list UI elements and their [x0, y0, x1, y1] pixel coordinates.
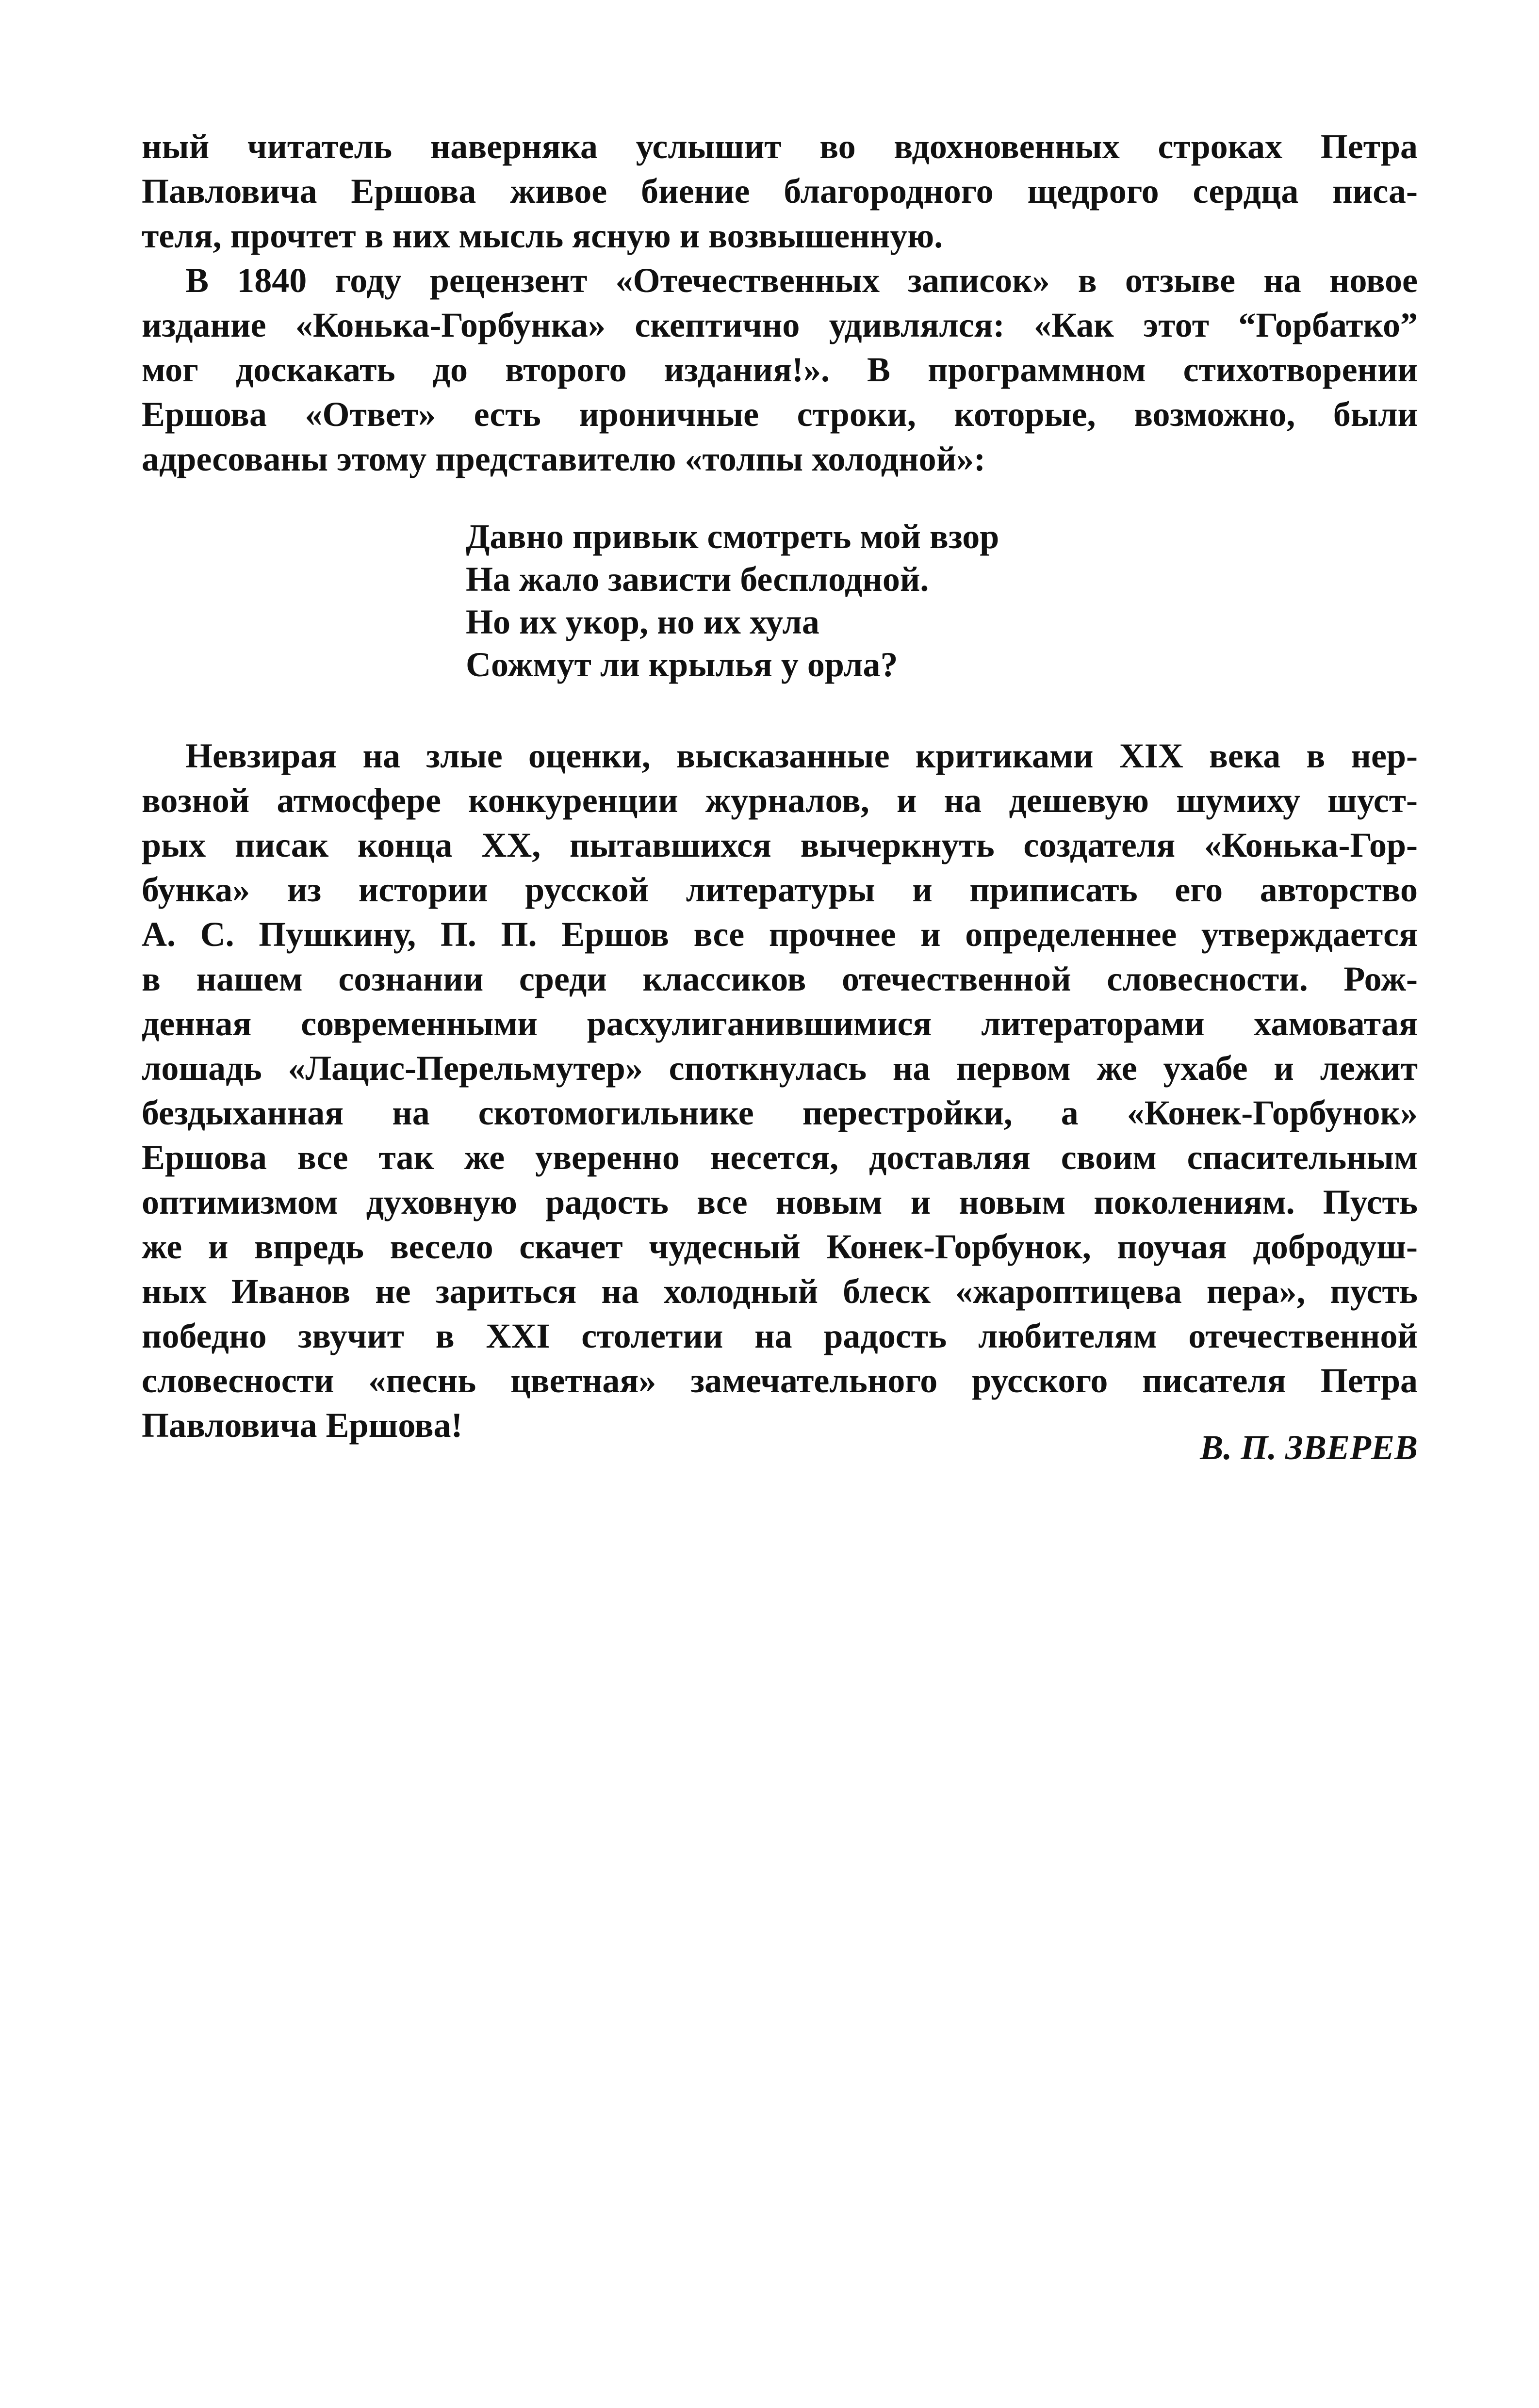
text-line: денная современными расхулиганившимися литераторами хамоватая	[142, 1004, 1418, 1043]
text-line: Ершова «Ответ» есть ироничные строки, которые, возможно, были	[142, 395, 1418, 434]
text-line: рых писак конца XX, пытавшихся вычеркнуть создателя «Конька-Гор-	[142, 826, 1418, 864]
text-line: мог доскакать до второго издания!». В программном стихотворении	[142, 350, 1418, 389]
text-line: издание «Конька-Горбунка» скептично удивлялся: «Как этот “Горбатко”	[142, 306, 1418, 344]
text-line: В 1840 году рецензент «Отечественных записок» в отзыве на новое	[185, 261, 1418, 300]
text-line: Павловича Ершова!	[142, 1406, 463, 1445]
text-line: возной атмосфере конкуренции журналов, и на дешевую шумиху шуст-	[142, 781, 1418, 820]
text-line: Ершова все так же уверенно несется, доставляя своим спасительным	[142, 1138, 1418, 1177]
text-line: оптимизмом духовную радость все новым и новым поколениям. Пусть	[142, 1183, 1418, 1221]
text-line: словесности «песнь цветная» замечательного русского писателя Петра	[142, 1361, 1418, 1400]
text-line: ных Иванов не зариться на холодный блеск «жароптицева пера», пусть	[142, 1272, 1418, 1311]
text-line: же и впредь весело скачет чудесный Конек-Горбунок, поучая добродуш-	[142, 1227, 1418, 1266]
text-line: А. С. Пушкину, П. П. Ершов все прочнее и определеннее утверждается	[142, 915, 1418, 954]
verse-line: Сожмут ли крылья у орла?	[466, 645, 898, 684]
text-line: адресованы этому представителю «толпы холодной»:	[142, 439, 986, 478]
text-line: Павловича Ершова живое биение благородного щедрого сердца писа-	[142, 172, 1418, 211]
text-line: победно звучит в XXI столетии на радость любителям отечественной	[142, 1317, 1418, 1355]
author-signature: В. П. ЗВЕРЕВ	[1200, 1428, 1418, 1467]
verse-line: Давно привык смотреть мой взор	[466, 517, 999, 556]
text-line: теля, прочтет в них мысль ясную и возвышенную.	[142, 216, 943, 255]
verse-line: На жало зависти бесплодной.	[466, 560, 929, 599]
text-line: бунка» из истории русской литературы и приписать его авторство	[142, 870, 1418, 909]
text-line: бездыханная на скотомогильнике перестройки, а «Конек-Горбунок»	[142, 1093, 1418, 1132]
text-line: лошадь «Лацис-Перельмутер» споткнулась на первом же ухабе и лежит	[142, 1049, 1418, 1088]
text-line: в нашем сознании среди классиков отечественной словесности. Рож-	[142, 960, 1418, 998]
text-line: Невзирая на злые оценки, высказанные критиками XIX века в нер-	[185, 736, 1418, 775]
verse-line: Но их укор, но их хула	[466, 602, 819, 641]
text-line: ный читатель наверняка услышит во вдохновенных строках Петра	[142, 127, 1418, 166]
